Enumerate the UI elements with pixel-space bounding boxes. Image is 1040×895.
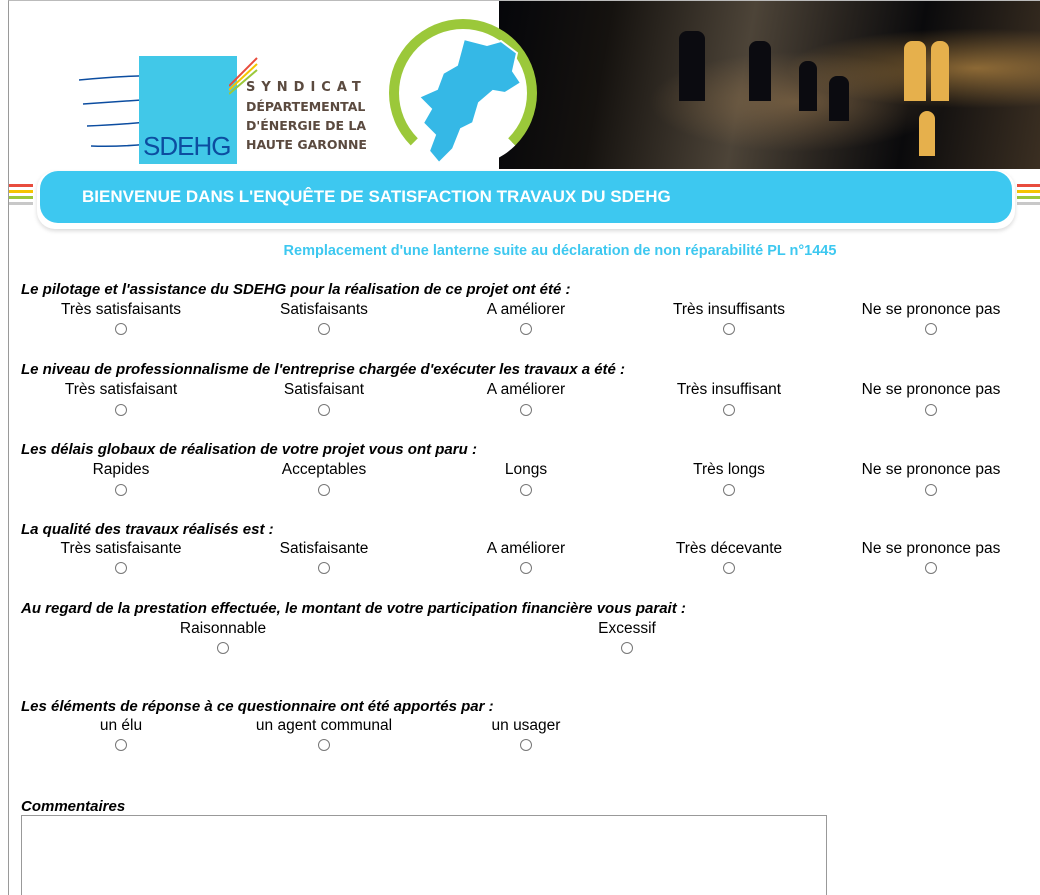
sdehg-logo <box>79 56 399 166</box>
question-montant: Au regard de la prestation effectuée, le montant de votre participation financière vous parait : <box>21 600 686 617</box>
option-label: Longs <box>504 461 548 478</box>
logo-line-3: D'ÉNERGIE DE LA <box>246 118 367 133</box>
comments-label: Commentaires <box>21 798 126 815</box>
option-label: Très insuffisants <box>673 301 785 318</box>
option-label: Très satisfaisants <box>60 301 182 318</box>
decor-stripes-left <box>9 184 33 214</box>
radio-button[interactable] <box>520 739 532 751</box>
option-label: A améliorer <box>486 540 566 557</box>
radio-button[interactable] <box>318 323 330 335</box>
radio-button[interactable] <box>723 562 735 574</box>
logo-line-2: DÉPARTEMENTAL <box>246 99 366 114</box>
option-label: Excessif <box>598 620 656 637</box>
radio-button[interactable] <box>925 562 937 574</box>
option-label: Ne se prononce pas <box>861 301 1001 318</box>
option-label: Acceptables <box>281 461 367 478</box>
radio-button[interactable] <box>520 562 532 574</box>
option-label: A améliorer <box>486 381 566 398</box>
option-label: un agent communal <box>255 717 393 734</box>
radio-button[interactable] <box>925 404 937 416</box>
logo-box <box>139 56 237 164</box>
radio-button[interactable] <box>318 484 330 496</box>
radio-button[interactable] <box>217 642 229 654</box>
logo-abbr: SDEHG <box>143 131 231 161</box>
radio-button[interactable] <box>520 484 532 496</box>
option-label: Satisfaisant <box>283 381 365 398</box>
decor-stripes-right <box>1017 184 1040 214</box>
radio-button[interactable] <box>115 323 127 335</box>
radio-button[interactable] <box>520 323 532 335</box>
radio-button[interactable] <box>318 562 330 574</box>
option-label: Raisonnable <box>179 620 267 637</box>
radio-button[interactable] <box>925 323 937 335</box>
radio-button[interactable] <box>115 739 127 751</box>
haute-garonne-map-icon <box>409 31 529 171</box>
option-label: Très satisfaisant <box>64 381 178 398</box>
question-professionnalisme: Le niveau de professionnalisme de l'entreprise chargée d'exécuter les travaux a été : <box>21 361 626 378</box>
radio-button[interactable] <box>723 323 735 335</box>
option-label: Ne se prononce pas <box>861 461 1001 478</box>
question-repondant: Les éléments de réponse à ce questionnaire ont été apportés par : <box>21 698 494 715</box>
radio-button[interactable] <box>115 404 127 416</box>
logo-line-4: HAUTE GARONNE <box>246 137 367 152</box>
header <box>9 1 1040 241</box>
option-label: Très satisfaisante <box>60 540 182 557</box>
option-label: Ne se prononce pas <box>861 381 1001 398</box>
radio-button[interactable] <box>318 404 330 416</box>
radio-button[interactable] <box>115 562 127 574</box>
option-label: Satisfaisants <box>280 301 368 318</box>
page-frame <box>8 0 1040 895</box>
option-label: Très longs <box>693 461 765 478</box>
banner-title: BIENVENUE DANS L'ENQUÊTE DE SATISFACTION TRAVAUX DU SDEHG <box>82 187 671 206</box>
question-pilotage: Le pilotage et l'assistance du SDEHG pour la réalisation de ce projet ont été : <box>21 281 571 298</box>
option-label: Très insuffisant <box>676 381 782 398</box>
logo-line-1: SYNDICAT <box>246 80 367 95</box>
radio-button[interactable] <box>723 484 735 496</box>
radio-button[interactable] <box>621 642 633 654</box>
option-label: Très décevante <box>675 540 783 557</box>
question-qualite: La qualité des travaux réalisés est : <box>21 521 274 538</box>
radio-button[interactable] <box>115 484 127 496</box>
radio-button[interactable] <box>520 404 532 416</box>
option-label: un élu <box>99 717 143 734</box>
survey-subtitle: Remplacement d'une lanterne suite au déclaration de non réparabilité PL n°1445 <box>283 243 837 259</box>
radio-button[interactable] <box>723 404 735 416</box>
radio-button[interactable] <box>318 739 330 751</box>
option-label: Rapides <box>92 461 150 478</box>
option-label: Ne se prononce pas <box>861 540 1001 557</box>
welcome-banner <box>37 171 1015 229</box>
option-label: Satisfaisante <box>279 540 369 557</box>
logo-text <box>246 78 367 154</box>
option-label: A améliorer <box>486 301 566 318</box>
option-label: un usager <box>491 717 561 734</box>
comments-textarea[interactable] <box>21 815 827 895</box>
question-delais: Les délais globaux de réalisation de votre projet vous ont paru : <box>21 441 477 458</box>
radio-button[interactable] <box>925 484 937 496</box>
church-photo <box>499 1 1040 169</box>
